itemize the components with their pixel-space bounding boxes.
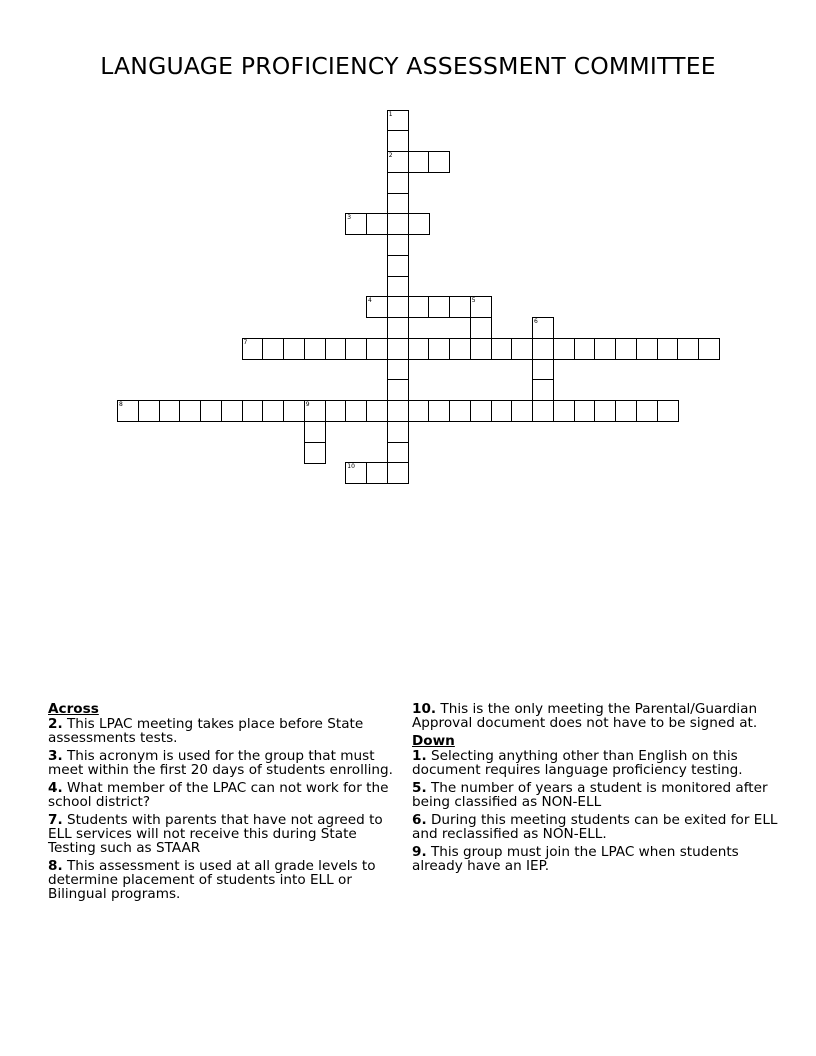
crossword-cell[interactable] bbox=[387, 359, 409, 381]
crossword-cell[interactable] bbox=[387, 338, 409, 360]
crossword-cell[interactable] bbox=[387, 296, 409, 318]
cell-number: 8 bbox=[119, 401, 123, 408]
crossword-cell[interactable] bbox=[387, 442, 409, 464]
crossword-grid bbox=[0, 0, 816, 520]
crossword-cell[interactable] bbox=[387, 213, 409, 235]
crossword-cell[interactable] bbox=[138, 400, 160, 422]
crossword-cell[interactable] bbox=[179, 400, 201, 422]
crossword-cell[interactable] bbox=[574, 338, 596, 360]
cell-number: 4 bbox=[368, 297, 372, 305]
cell-number: 2 bbox=[388, 152, 393, 159]
clue-text: The number of years a student is monitored after being classified as NON-ELL bbox=[412, 780, 768, 810]
crossword-cell[interactable] bbox=[283, 400, 305, 422]
clue-down-5 bbox=[412, 781, 782, 809]
clue-across-2 bbox=[48, 717, 408, 745]
crossword-cell[interactable] bbox=[387, 110, 409, 132]
down-heading: Down bbox=[412, 733, 455, 749]
crossword-cell[interactable] bbox=[428, 151, 450, 173]
crossword-cell[interactable] bbox=[387, 193, 409, 215]
crossword-cell[interactable] bbox=[325, 338, 347, 360]
crossword-cell[interactable] bbox=[387, 421, 409, 443]
cell-number: 7 bbox=[243, 338, 248, 346]
crossword-cell[interactable] bbox=[511, 400, 533, 422]
crossword-cell[interactable] bbox=[200, 400, 222, 422]
crossword-cell[interactable] bbox=[532, 379, 554, 401]
clue-number: 10. bbox=[412, 701, 437, 717]
clue-number: 8. bbox=[48, 858, 63, 874]
crossword-cell[interactable] bbox=[470, 338, 492, 360]
clue-across-4 bbox=[48, 781, 408, 809]
clue-number: 9. bbox=[412, 844, 427, 860]
crossword-cell[interactable] bbox=[491, 400, 513, 422]
crossword-cell[interactable] bbox=[345, 338, 367, 360]
crossword-cell[interactable] bbox=[408, 400, 430, 422]
clue-number: 3. bbox=[48, 748, 63, 764]
clue-text: What member of the LPAC can not work for the school district? bbox=[48, 780, 389, 810]
clue-text: This assessment is used at all grade levels to determine placement of students into ELL or Bilingual programs. bbox=[48, 858, 376, 902]
crossword-cell[interactable] bbox=[283, 338, 305, 360]
crossword-cell[interactable] bbox=[387, 255, 409, 277]
crossword-cell[interactable] bbox=[449, 400, 471, 422]
crossword-cell[interactable] bbox=[345, 400, 367, 422]
crossword-cell[interactable] bbox=[594, 338, 616, 360]
clue-text: This is the only meeting the Parental/Guardian Approval document does not have to be signed at. bbox=[412, 701, 758, 731]
clue-number: 5. bbox=[412, 780, 427, 796]
crossword-cell[interactable] bbox=[470, 296, 492, 318]
crossword-cell[interactable] bbox=[594, 400, 616, 422]
crossword-cell[interactable] bbox=[387, 462, 409, 484]
crossword-cell[interactable] bbox=[615, 338, 637, 360]
crossword-cell[interactable] bbox=[470, 400, 492, 422]
clue-down-1 bbox=[412, 749, 782, 777]
clue-text: This acronym is used for the group that must meet within the first 20 days of students enrolling. bbox=[48, 748, 393, 778]
crossword-cell[interactable] bbox=[387, 172, 409, 194]
crossword-cell[interactable] bbox=[262, 400, 284, 422]
crossword-cell[interactable] bbox=[304, 442, 326, 464]
crossword-cell[interactable] bbox=[345, 462, 367, 484]
clue-text: This group must join the LPAC when students already have an IEP. bbox=[412, 844, 739, 874]
crossword-cell[interactable] bbox=[408, 338, 430, 360]
cell-number: 5 bbox=[471, 297, 476, 305]
clue-number: 1. bbox=[412, 748, 427, 764]
crossword-cell[interactable] bbox=[262, 338, 284, 360]
crossword-cell[interactable] bbox=[553, 400, 575, 422]
clue-number: 6. bbox=[412, 812, 427, 828]
crossword-cell[interactable] bbox=[387, 379, 409, 401]
crossword-cell[interactable] bbox=[428, 296, 450, 318]
crossword-cell[interactable] bbox=[345, 213, 367, 235]
crossword-cell[interactable] bbox=[491, 338, 513, 360]
crossword-cell[interactable] bbox=[304, 338, 326, 360]
clue-across-7 bbox=[48, 813, 408, 855]
crossword-cell[interactable] bbox=[449, 338, 471, 360]
crossword-cell[interactable] bbox=[408, 213, 430, 235]
crossword-cell[interactable] bbox=[698, 338, 720, 360]
clue-number: 2. bbox=[48, 716, 63, 732]
crossword-cell[interactable] bbox=[428, 400, 450, 422]
clue-text: Students with parents that have not agreed to ELL services will not receive this during State Testing such as STAAR bbox=[48, 812, 383, 856]
clue-across-8 bbox=[48, 859, 408, 901]
cell-number: 1 bbox=[388, 110, 393, 118]
crossword-cell[interactable] bbox=[677, 338, 699, 360]
cell-number: 9 bbox=[305, 401, 310, 408]
crossword-cell[interactable] bbox=[366, 400, 388, 422]
crossword-cell[interactable] bbox=[532, 338, 554, 360]
crossword-cell[interactable] bbox=[242, 400, 264, 422]
clue-down-6 bbox=[412, 813, 782, 841]
crossword-cell[interactable] bbox=[242, 338, 264, 360]
crossword-cell[interactable] bbox=[657, 400, 679, 422]
crossword-cell[interactable] bbox=[387, 400, 409, 422]
crossword-cell[interactable] bbox=[366, 462, 388, 484]
clues-right-column bbox=[412, 702, 782, 877]
clue-across-3 bbox=[48, 749, 408, 777]
crossword-cell[interactable] bbox=[532, 359, 554, 381]
crossword-cell[interactable] bbox=[304, 400, 326, 422]
clue-text: Selecting anything other than English on this document requires language proficiency testing. bbox=[412, 748, 743, 778]
clue-across-10 bbox=[412, 702, 782, 730]
crossword-cell[interactable] bbox=[532, 400, 554, 422]
crossword-cell[interactable] bbox=[470, 317, 492, 339]
crossword-cell[interactable] bbox=[532, 317, 554, 339]
crossword-cell[interactable] bbox=[636, 400, 658, 422]
cell-number: 10 bbox=[347, 463, 355, 471]
clue-down-9 bbox=[412, 845, 782, 873]
crossword-cell[interactable] bbox=[366, 338, 388, 360]
crossword-cell[interactable] bbox=[511, 338, 533, 360]
cell-number: 6 bbox=[534, 318, 538, 325]
clue-number: 7. bbox=[48, 812, 63, 828]
crossword-cell[interactable] bbox=[366, 213, 388, 235]
page-title: LANGUAGE PROFICIENCY ASSESSMENT COMMITTEE bbox=[100, 52, 716, 80]
crossword-cell[interactable] bbox=[408, 151, 430, 173]
crossword-cell[interactable] bbox=[387, 317, 409, 339]
crossword-cell[interactable] bbox=[636, 338, 658, 360]
crossword-cell[interactable] bbox=[387, 234, 409, 256]
crossword-cell[interactable] bbox=[449, 296, 471, 318]
crossword-cell[interactable] bbox=[574, 400, 596, 422]
crossword-cell[interactable] bbox=[387, 130, 409, 152]
crossword-cell[interactable] bbox=[117, 400, 139, 422]
clue-number: 4. bbox=[48, 780, 63, 796]
crossword-cell[interactable] bbox=[325, 400, 347, 422]
clue-text: This LPAC meeting takes place before State assessments tests. bbox=[48, 716, 364, 746]
cell-number: 3 bbox=[347, 214, 352, 222]
clues-left-column bbox=[48, 702, 408, 905]
crossword-cell[interactable] bbox=[387, 276, 409, 298]
crossword-cell[interactable] bbox=[304, 421, 326, 443]
crossword-cell[interactable] bbox=[366, 296, 388, 318]
crossword-cell[interactable] bbox=[553, 338, 575, 360]
crossword-cell[interactable] bbox=[408, 296, 430, 318]
crossword-cell[interactable] bbox=[657, 338, 679, 360]
crossword-cell[interactable] bbox=[615, 400, 637, 422]
crossword-cell[interactable] bbox=[159, 400, 181, 422]
crossword-cell[interactable] bbox=[387, 151, 409, 173]
crossword-cell[interactable] bbox=[428, 338, 450, 360]
clue-text: During this meeting students can be exited for ELL and reclassified as NON-ELL. bbox=[412, 812, 778, 842]
across-heading: Across bbox=[48, 701, 99, 717]
crossword-cell[interactable] bbox=[221, 400, 243, 422]
